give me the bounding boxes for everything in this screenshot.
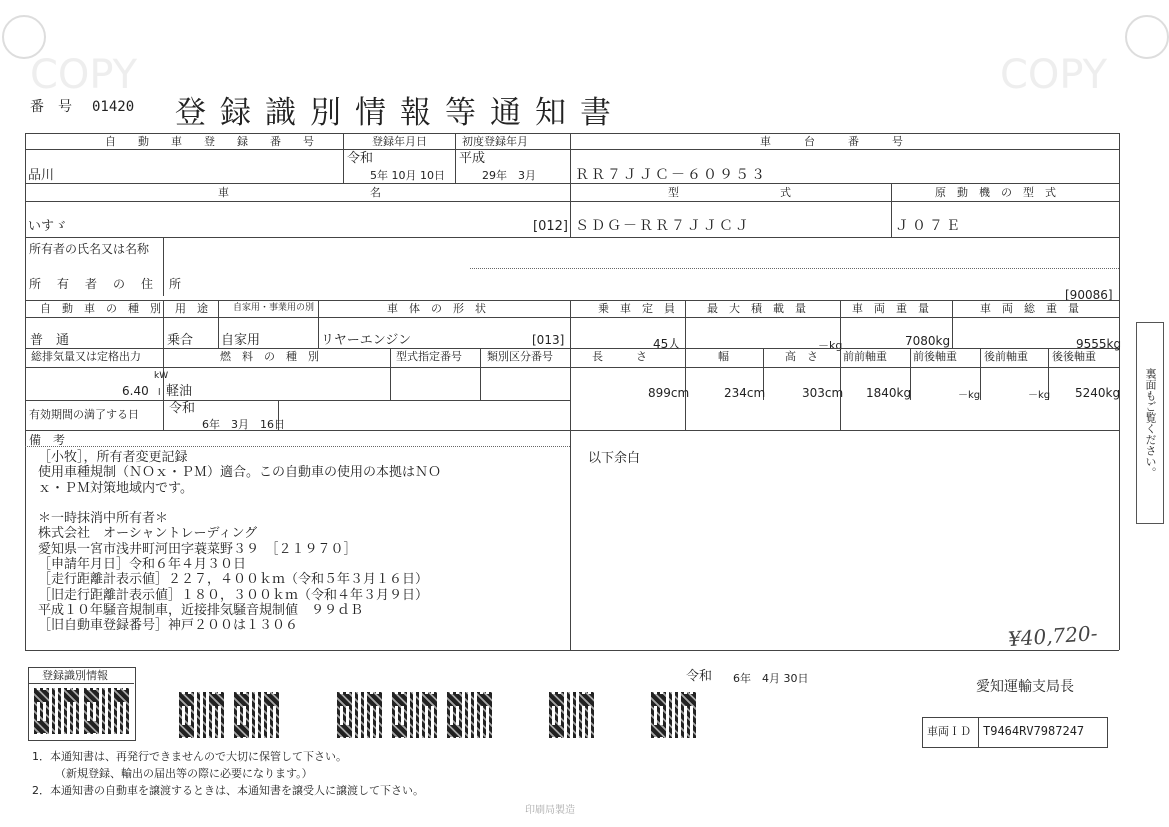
footer-note-2: 2．本通知書の自動車を譲渡するときは、本通知書を譲受人に譲渡して下さい。 (32, 784, 424, 797)
header-width: 幅 (718, 350, 729, 363)
notes-line: ［小牧］，所有者変更記録 (38, 450, 188, 465)
vehicle-id-label: 車両ＩＤ (927, 725, 971, 738)
qr-code (650, 691, 697, 738)
registration-office: 品川 (28, 168, 55, 183)
type-code: [012] (533, 219, 568, 234)
header-body-shape: 車 体 の 形 状 (387, 302, 486, 315)
height: 303cm (802, 386, 844, 400)
header-height: 高 さ (785, 350, 818, 363)
printer-mark: 印刷局製造 (525, 805, 575, 816)
engine-type: Ｊ０７Ｅ (895, 218, 963, 234)
footer-note-1: 1．本通知書は、再発行できませんので大切に保管して下さい。 (32, 750, 347, 763)
gross-weight: 9555kg (1076, 337, 1122, 351)
expiry-date: 6年 3月 16日 (202, 418, 285, 431)
notes-line: ［申請年月日］令和６年４月３０日 (38, 557, 247, 573)
qr-code (336, 691, 383, 738)
corner-ornament-right (1125, 15, 1169, 59)
vehicle-weight: 7080kg (905, 334, 951, 348)
rear-rear-axle: 5240kg (1075, 386, 1121, 400)
header-length: 長 さ (592, 350, 647, 363)
header-engine-type: 原 動 機 の 型 式 (935, 186, 1056, 199)
number-label: 番 号 (30, 99, 72, 115)
issue-date: 6年 4月 30日 (733, 672, 809, 685)
expiry-era: 令和 (169, 401, 196, 416)
header-registration-number: 自 動 車 登 録 番 号 (105, 135, 320, 148)
header-private-business: 自家用・事業用の別 (233, 303, 315, 313)
header-vehicle-kind: 自 動 車 の 種 別 (40, 302, 161, 315)
kw-unit: kW (154, 371, 169, 381)
header-rear-rear-axle: 後後軸重 (1052, 350, 1096, 363)
header-model-designation: 型式指定番号 (396, 350, 462, 363)
header-chassis-number: 車 台 番 号 (760, 135, 903, 148)
rear-front-axle: －kg (1028, 390, 1051, 401)
max-load: －kg (818, 339, 843, 352)
private-business: 自家用 (221, 333, 261, 348)
header-type: 型 (668, 186, 679, 199)
header-vehicle-weight: 車 両 重 量 (852, 302, 929, 315)
header-first-registration: 初度登録年月 (462, 135, 528, 148)
qr-code (446, 691, 493, 738)
qr-label: 登録識別情報 (42, 669, 108, 682)
copy-watermark-right: COPY (1000, 52, 1108, 98)
header-registration-date: 登録年月日 (372, 135, 427, 148)
fuel-type: 軽油 (166, 384, 193, 399)
notes-line: ［旧走行距離計表示値］１８０，３００ｋｍ（令和４年３月９日） (38, 587, 429, 603)
car-maker: いすゞ (28, 219, 68, 234)
registration-date-era: 令和 (347, 151, 374, 166)
registration-date: 5年 10月 10日 (370, 169, 445, 182)
vehicle-use: 乗合 (167, 333, 194, 348)
owner-address-label: 所 有 者 の 住 所 (29, 277, 184, 291)
header-capacity: 乗 車 定 員 (598, 302, 675, 315)
first-registration-date: 29年 3月 (482, 169, 536, 182)
notes-right: 以下余白 (588, 451, 641, 466)
copy-watermark-left: COPY (30, 52, 138, 98)
length: 899cm (648, 386, 690, 400)
car-type: ＳＤＧ－ＲＲ７ＪＪＣＪ (575, 218, 751, 234)
corner-ornament-left (2, 15, 46, 59)
header-use: 用 途 (175, 302, 208, 315)
header-rear-front-axle: 後前軸重 (984, 350, 1028, 363)
issuing-office: 愛知運輸支局長 (976, 679, 1074, 695)
front-rear-axle: －kg (958, 390, 981, 401)
qr-code (33, 687, 80, 734)
header-fuel-type: 燃 料 の 種 別 (220, 350, 319, 363)
vehicle-kind: 普 通 (30, 333, 70, 348)
capacity: 45人 (653, 337, 681, 351)
notes-line: 株式会社 オーシャントレーディング (38, 526, 258, 542)
chassis-number: ＲＲ７ＪＪＣ－６０９５３ (575, 167, 767, 183)
header-front-rear-axle: 前後軸重 (913, 350, 957, 363)
qr-code (391, 691, 438, 738)
notes-line: ［走行距離計表示値］２２７，４００ｋｍ（令和５年３月１６日） (38, 572, 429, 588)
notes-line: ［旧自動車登録番号］神戸２００は１３０６ (38, 618, 299, 634)
header-displacement: 総排気量又は定格出力 (31, 350, 141, 363)
header-gross-weight: 車 両 総 重 量 (980, 302, 1079, 315)
document-title: 登録識別情報等通知書 (175, 95, 625, 131)
front-front-axle: 1840kg (866, 386, 912, 400)
notes-line: 使用車種規制（ＮＯｘ・ＰＭ）適合。この自動車の使用の本拠はＮＯ (38, 465, 442, 481)
header-front-front-axle: 前前軸重 (843, 350, 887, 363)
issue-era: 令和 (686, 669, 713, 684)
displacement: 6.40 (122, 384, 149, 398)
handwritten-fee: ¥40,720- (1007, 620, 1099, 652)
notes-text (38, 450, 441, 634)
notes-line: 愛知県一宮市浅井町河田字蓑菜野３９ ［２１９７０］ (38, 541, 357, 557)
notes-line: 平成１０年騒音規制車，近接排気騒音規制値 ９９ｄＢ (38, 602, 364, 618)
displacement-unit: l (158, 388, 161, 398)
vehicle-id: T9464RV7987247 (983, 724, 1085, 738)
qr-code (83, 687, 130, 734)
notes-line: ｘ・ＰＭ対策地域内です。 (38, 480, 193, 496)
header-max-load: 最 大 積 載 量 (707, 302, 806, 315)
width: 234cm (724, 386, 766, 400)
header-name: 名 (370, 186, 381, 199)
footer-note-1b: （新規登録、輸出の届出等の際に必要になります。） (55, 767, 313, 780)
side-note: 裏面もご覧ください。 (1136, 322, 1164, 524)
body-shape-code: [013] (532, 333, 565, 347)
document-number: 01420 (92, 99, 135, 115)
header-form: 式 (780, 186, 791, 199)
header-class-number: 類別区分番号 (487, 350, 553, 363)
notes-label: 備 考 (29, 433, 66, 447)
body-shape: リヤーエンジン (321, 333, 412, 348)
expiry-label: 有効期間の満了する日 (29, 408, 139, 421)
qr-code (178, 691, 225, 738)
owner-code: [90086] (1065, 288, 1113, 302)
notes-line: ＊一時抹消中所有者＊ (38, 511, 169, 527)
qr-code (233, 691, 280, 738)
qr-code (548, 691, 595, 738)
notes-line (38, 496, 441, 511)
owner-name-label: 所有者の氏名又は名称 (29, 242, 150, 256)
first-registration-era: 平成 (459, 151, 486, 166)
header-car: 車 (218, 186, 229, 199)
